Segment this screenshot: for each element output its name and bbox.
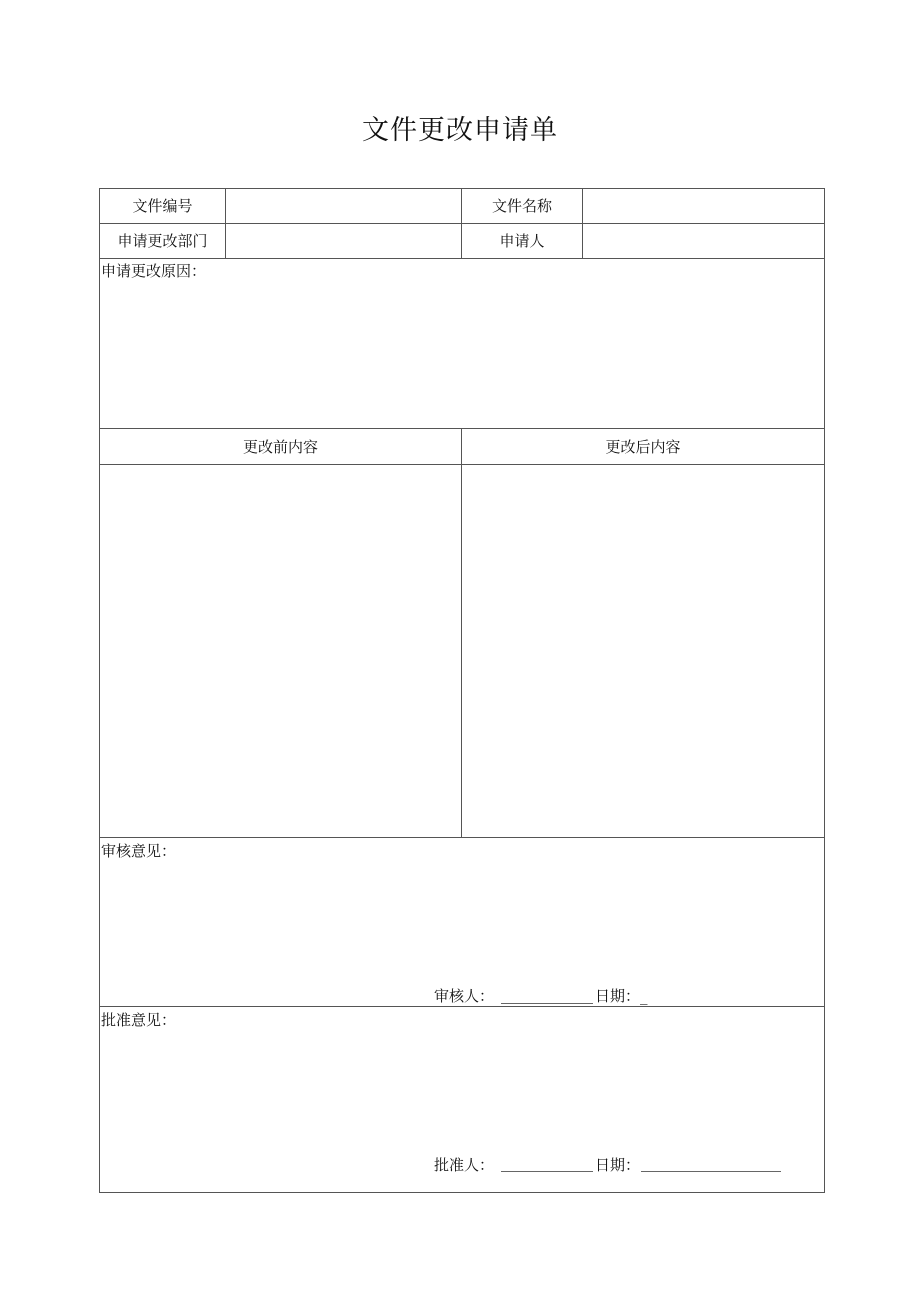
row-divider-6 [99,1006,825,1007]
reviewer-label: 审核人： [434,987,495,1005]
approval-date-label: 日期： [595,1156,641,1174]
review-date-tail[interactable]: _ [640,987,648,1005]
table-border-bottom [99,1192,825,1193]
approval-field[interactable] [100,1031,824,1149]
after-content-label: 更改后内容 [605,438,681,456]
applicant-label: 申请人 [499,232,545,250]
after-content-field[interactable] [462,465,824,837]
row-divider-5 [99,837,825,838]
row-divider-2 [99,258,825,259]
file-name-field[interactable] [583,189,824,223]
dept-field[interactable] [226,224,461,258]
review-date-label: 日期： [595,987,641,1005]
review-label: 审核意见： [101,842,177,860]
applicant-field[interactable] [583,224,824,258]
reviewer-underline[interactable] [501,1003,593,1004]
reason-label: 申请更改原因： [101,262,207,280]
approval-label: 批准意见： [101,1011,177,1029]
dept-label: 申请更改部门 [117,232,208,250]
table-border-right [824,188,825,1193]
reason-field[interactable] [100,282,824,428]
row-divider-3 [99,428,825,429]
approver-label: 批准人： [434,1156,495,1174]
approval-date-underline[interactable] [641,1171,781,1172]
file-no-label: 文件编号 [132,197,193,215]
approver-underline[interactable] [501,1171,593,1172]
review-field[interactable] [100,862,824,977]
before-content-label: 更改前内容 [242,438,318,456]
before-content-field[interactable] [100,465,461,837]
file-no-field[interactable] [226,189,461,223]
page-title: 文件更改申请单 [362,115,558,146]
file-name-label: 文件名称 [491,197,552,215]
